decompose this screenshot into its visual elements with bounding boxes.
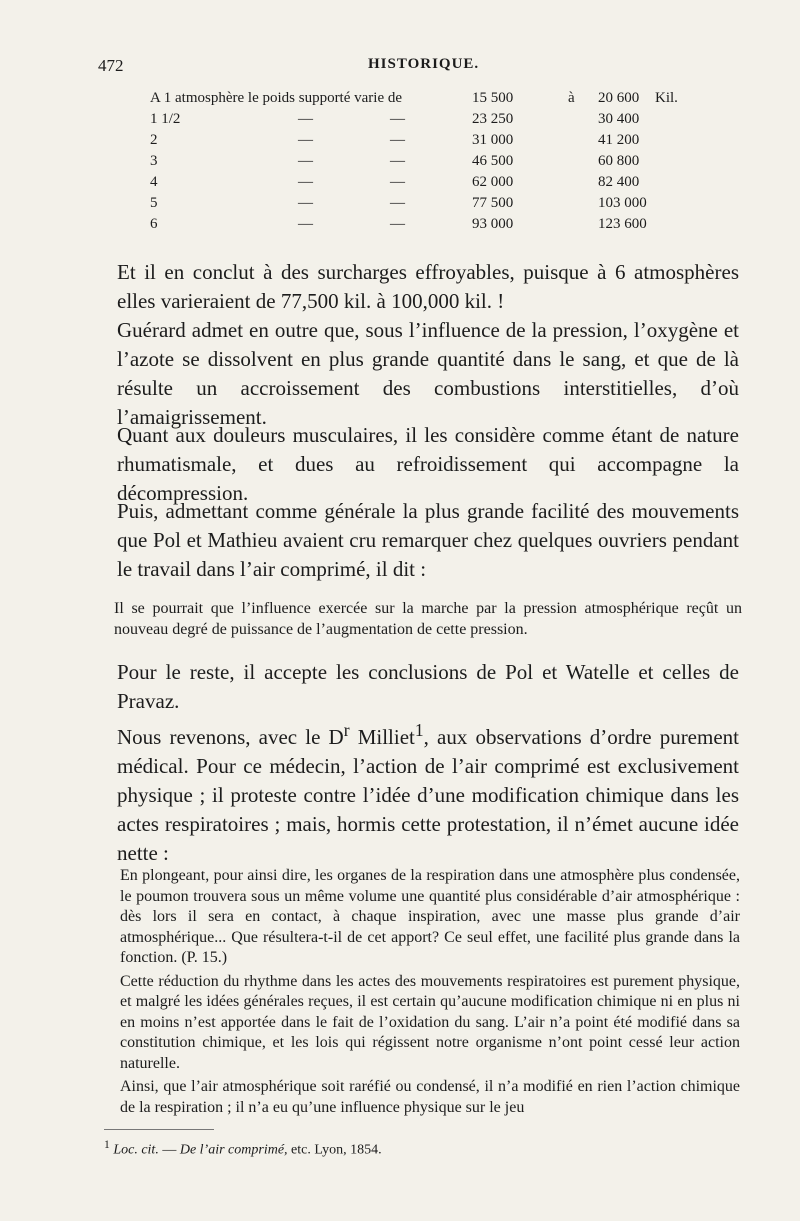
block-quote — [120, 866, 740, 1121]
table-row — [150, 216, 710, 237]
paragraph — [117, 421, 739, 508]
footnote-loc: Loc. cit. — [113, 1142, 159, 1158]
table-cell-ditto: — — [298, 195, 313, 211]
table-cell-connector: à — [568, 90, 575, 106]
table-cell-ditto: — — [390, 153, 405, 169]
paragraph — [117, 658, 739, 716]
table-row — [150, 90, 710, 111]
footnote-title: De l’air comprimé, — [179, 1142, 288, 1158]
table-cell-label: 2 — [150, 132, 158, 148]
paragraph — [117, 716, 739, 868]
quote-paragraph: Ainsi, que l’air atmosphérique soit raréfié ou condensé, il n’a modifié en rien l’action chimique de la respiration ; il n’a eu qu’une influence physique sur le jeu — [120, 1078, 740, 1116]
quote-paragraph: Cette réduction du rhythme dans les actes des mouvements respiratoires est purement physique, et malgré les idées générales reçues, il est certain qu’aucune modification chimique ni en plus ni en moins n’est apportée dans le fait de l’oxidation du sang. L’air n’a point été modifié dans sa constitution chimique, et les lois qui régissent notre organisme n’ont point cessé leur action naturelle. — [120, 972, 740, 1072]
paragraph-text: Quant aux douleurs musculaires, il les considère comme étant de nature rhumatismale, et dues au refroidissement qui accompagne la décompression. — [117, 423, 739, 505]
table-row — [150, 153, 710, 174]
footnote-mark: 1 — [104, 1138, 110, 1151]
paragraph-text: Guérard admet en outre que, sous l’influence de la pression, l’oxygène et l’azote se dissolvent en plus grande quantité dans le sang, et que de là résulte un accroissement des combustions interstitielles, d’où l’amaigrissement. — [117, 318, 739, 429]
table-cell-min: 46 500 — [472, 153, 514, 169]
table-cell-label: A 1 atmosphère le poids supporté varie de — [150, 90, 403, 106]
paragraph-text: Pour le reste, il accepte les conclusions de Pol et Watelle et celles de Pravaz. — [117, 660, 739, 713]
table-cell-ditto: — — [390, 174, 405, 190]
table-row — [150, 174, 710, 195]
running-head: HISTORIQUE. — [368, 56, 480, 72]
page-number: 472 — [98, 56, 124, 75]
text-run: , aux observations d’ordre purement médical. Pour ce médecin, l’action de l’air comprimé est exclusivement physique ; il proteste contre l’idée d’une modification chimique dans les actes respiratoires ; mais, hormis cette protestation, il n’émet aucune idée nette : — [117, 725, 739, 865]
table-cell-ditto: — — [298, 111, 313, 127]
table-cell-min: 31 000 — [472, 132, 514, 148]
table-cell-min: 62 000 — [472, 174, 514, 190]
table-cell-label: 5 — [150, 195, 158, 211]
table-cell-ditto: — — [298, 132, 313, 148]
table-cell-max: 82 400 — [598, 174, 640, 190]
table-row — [150, 132, 710, 153]
footnote-rest: etc. Lyon, 1854. — [287, 1142, 382, 1158]
table-cell-min: 23 250 — [472, 111, 514, 127]
superscript: r — [343, 720, 350, 740]
table-cell-min: 15 500 — [472, 90, 514, 106]
table-cell-max: 20 600 — [598, 90, 640, 106]
paragraph-text: Puis, admettant comme générale la plus grande facilité des mouvements que Pol et Mathieu avaient cru remarquer chez quelques ouvriers pendant le travail dans l’air comprimé, il dit : — [117, 499, 739, 581]
table-cell-ditto: — — [298, 153, 313, 169]
table-cell-ditto: — — [298, 174, 313, 190]
pressure-table — [150, 90, 710, 237]
table-cell-label: 4 — [150, 174, 158, 190]
table-cell-ditto: — — [390, 216, 405, 232]
table-row — [150, 195, 710, 216]
table-cell-ditto: — — [390, 111, 405, 127]
footnote-dash: — — [158, 1142, 180, 1158]
table-cell-label: 1 1/2 — [150, 111, 181, 127]
footnote — [104, 1138, 382, 1159]
paragraph-text: Et il en conclut à des surcharges effroyables, puisque à 6 atmosphères elles varieraient de 77,500 kil. à 100,000 kil. ! — [117, 260, 739, 313]
footnote-reference[interactable]: 1 — [414, 720, 424, 740]
table-cell-max: 123 600 — [598, 216, 647, 232]
table-cell-ditto: — — [390, 195, 405, 211]
block-quote: Il se pourrait que l’influence exercée sur la marche par la pression atmosphérique reçût un nouveau degré de puissance de l’augmentation de cette pression. — [114, 600, 742, 638]
table-cell-label: 3 — [150, 153, 158, 169]
table-row — [150, 111, 710, 132]
text-run: Milliet — [349, 725, 415, 749]
table-cell-max: 60 800 — [598, 153, 640, 169]
table-cell-ditto: — — [390, 132, 405, 148]
table-cell-max: 103 000 — [598, 195, 647, 211]
footnote-divider — [104, 1129, 214, 1130]
table-cell-max: 30 400 — [598, 111, 640, 127]
paragraph — [117, 497, 739, 584]
table-cell-unit: Kil. — [655, 90, 678, 106]
page-header — [98, 56, 740, 80]
paragraph — [117, 316, 739, 432]
table-cell-min: 77 500 — [472, 195, 514, 211]
quote-paragraph: En plongeant, pour ainsi dire, les organes de la respiration dans une atmosphère plus condensée, le poumon trouvera sous un même volume une quantité plus considérable d’air atmosphérique : dès lors il sera en contact, à chaque inspiration, avec une masse plus grande d’air atmosphérique... Que résultera-t-il de cet apport? Ce seul effet, une facilité plus grande dans la fonction. (P. 15.) — [120, 867, 740, 966]
table-cell-label: 6 — [150, 216, 158, 232]
table-cell-max: 41 200 — [598, 132, 640, 148]
paragraph-text — [117, 716, 739, 868]
table-cell-ditto: — — [298, 216, 313, 232]
table-cell-min: 93 000 — [472, 216, 514, 232]
text-run: Nous revenons, avec le D — [117, 725, 344, 749]
paragraph — [117, 258, 739, 316]
